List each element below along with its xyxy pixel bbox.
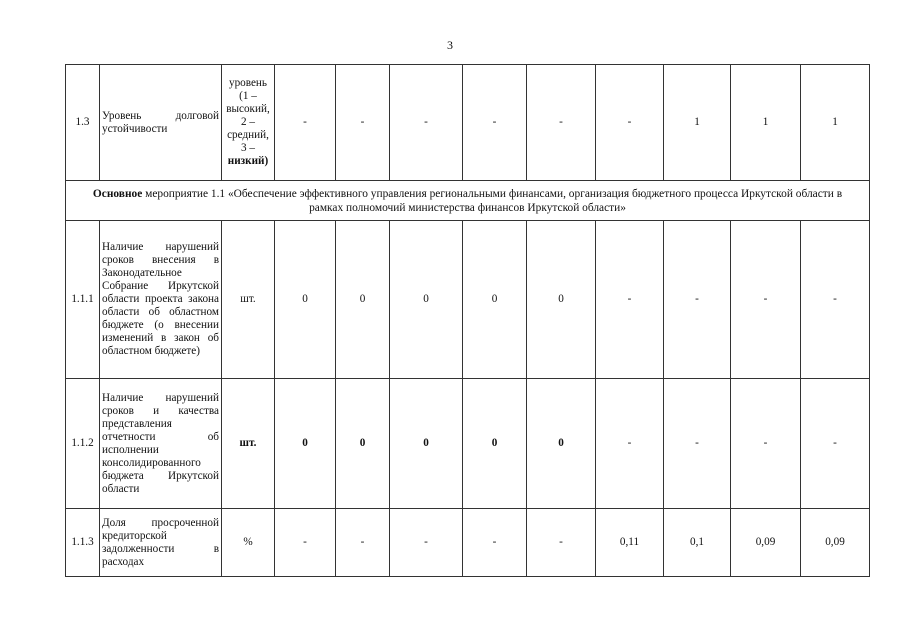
indicator-name: Наличие нарушений сроков внесения в Законодательное Собрание Иркутской области проекта закона области об областном бюджете (о внесении изменений в закон об областном бюджете) <box>100 221 222 379</box>
unit-line: 3 – <box>241 142 255 154</box>
value-cell: 0,09 <box>801 509 870 577</box>
value-cell: - <box>463 65 527 181</box>
value-cell: - <box>463 509 527 577</box>
section-row <box>66 181 870 221</box>
page-number: 3 <box>447 38 453 52</box>
row-number: 1.3 <box>66 65 100 181</box>
value-cell: 1 <box>731 65 801 181</box>
value-cell: - <box>664 379 731 509</box>
value-cell: - <box>527 509 596 577</box>
unit-cell: % <box>222 509 275 577</box>
unit-cell <box>222 65 275 181</box>
table-row-1-1-1 <box>66 221 870 379</box>
value-cell: 0 <box>336 221 390 379</box>
value-cell: - <box>527 65 596 181</box>
value-cell: 0 <box>463 379 527 509</box>
unit-line: 2 – <box>241 116 255 128</box>
row-number: 1.1.1 <box>66 221 100 379</box>
indicators-table <box>65 64 870 577</box>
indicator-name: Доля просроченной кредиторской задолженности в расходах <box>100 509 222 577</box>
table-row-1-1-3 <box>66 509 870 577</box>
value-cell: 0 <box>336 379 390 509</box>
value-cell: - <box>336 509 390 577</box>
section-heading-text: мероприятие 1.1 «Обеспечение эффективного управления региональными финансами, организация бюджетного процесса Иркутской области в рамках полномочий министерства финансов Иркутской области» <box>142 187 843 214</box>
value-cell: - <box>336 65 390 181</box>
unit-line: уровень <box>228 77 268 89</box>
row-number: 1.1.2 <box>66 379 100 509</box>
value-cell: - <box>731 221 801 379</box>
value-cell: 0,11 <box>596 509 664 577</box>
value-cell: - <box>390 509 463 577</box>
value-cell: - <box>801 221 870 379</box>
unit-line: низкий) <box>227 155 269 167</box>
table-row-1-1-2 <box>66 379 870 509</box>
unit-line: высокий, <box>226 103 270 115</box>
value-cell: - <box>596 221 664 379</box>
value-cell: - <box>801 379 870 509</box>
value-cell: - <box>731 379 801 509</box>
value-cell: 0 <box>527 379 596 509</box>
value-cell: 0,1 <box>664 509 731 577</box>
table-row-1-3 <box>66 65 870 181</box>
value-cell: 1 <box>801 65 870 181</box>
value-cell: 0 <box>463 221 527 379</box>
value-cell: - <box>275 65 336 181</box>
section-heading <box>66 181 870 221</box>
unit-cell: шт. <box>222 221 275 379</box>
value-cell: - <box>664 221 731 379</box>
value-cell: - <box>596 379 664 509</box>
value-cell: 0 <box>275 221 336 379</box>
value-cell: - <box>275 509 336 577</box>
value-cell: 0 <box>390 221 463 379</box>
value-cell: 0 <box>275 379 336 509</box>
value-cell: - <box>390 65 463 181</box>
value-cell: 0 <box>390 379 463 509</box>
value-cell: - <box>596 65 664 181</box>
unit-line: (1 – <box>239 90 257 102</box>
value-cell: 1 <box>664 65 731 181</box>
unit-line: средний, <box>227 129 269 141</box>
unit-cell: шт. <box>222 379 275 509</box>
value-cell: 0 <box>527 221 596 379</box>
indicator-name: Уровень долговой устойчивости <box>100 65 222 181</box>
row-number: 1.1.3 <box>66 509 100 577</box>
value-cell: 0,09 <box>731 509 801 577</box>
indicator-name: Наличие нарушений сроков и качества представления отчетности об исполнении консолидированного бюджета Иркутской области <box>100 379 222 509</box>
section-heading-bold: Основное <box>92 187 143 200</box>
